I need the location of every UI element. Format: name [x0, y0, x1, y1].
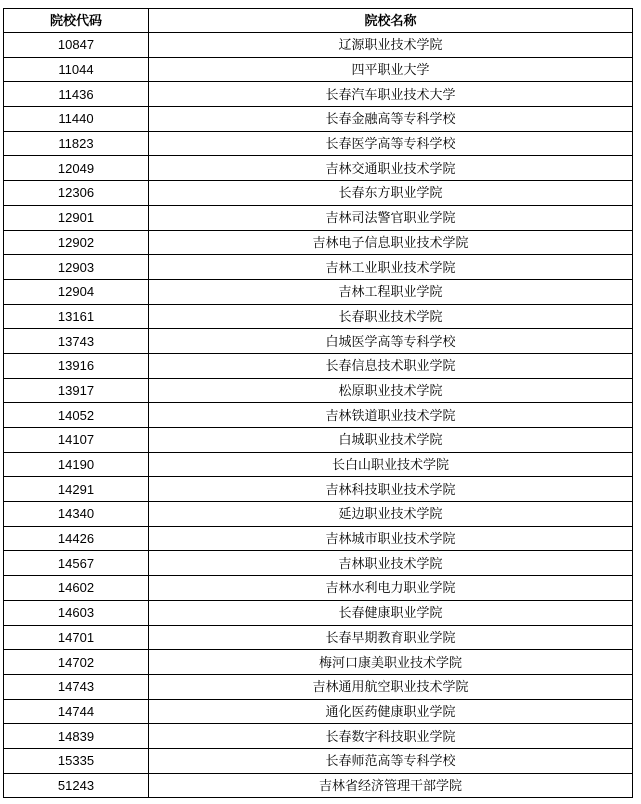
cell-name: 吉林司法警官职业学院 — [149, 205, 633, 230]
cell-code: 14839 — [4, 724, 149, 749]
cell-code: 15335 — [4, 748, 149, 773]
table-row — [4, 724, 633, 749]
cell-code: 13161 — [4, 304, 149, 329]
table-row — [4, 477, 633, 502]
table-row — [4, 279, 633, 304]
cell-code: 14190 — [4, 452, 149, 477]
cell-code: 13917 — [4, 378, 149, 403]
cell-name: 长白山职业技术学院 — [149, 452, 633, 477]
table-row — [4, 428, 633, 453]
table-header-row — [4, 9, 633, 33]
cell-code: 13743 — [4, 329, 149, 354]
cell-code: 14744 — [4, 699, 149, 724]
cell-name: 吉林工程职业学院 — [149, 279, 633, 304]
cell-code: 14426 — [4, 526, 149, 551]
cell-code: 12901 — [4, 205, 149, 230]
table-row — [4, 625, 633, 650]
cell-name: 吉林职业技术学院 — [149, 551, 633, 576]
cell-code: 14603 — [4, 600, 149, 625]
table-row — [4, 156, 633, 181]
cell-code: 51243 — [4, 773, 149, 798]
table-row — [4, 329, 633, 354]
header-name: 院校名称 — [149, 9, 633, 33]
table-row — [4, 576, 633, 601]
cell-name: 长春金融高等专科学校 — [149, 107, 633, 132]
table-row — [4, 378, 633, 403]
cell-code: 14701 — [4, 625, 149, 650]
cell-name: 白城医学高等专科学校 — [149, 329, 633, 354]
table-row — [4, 304, 633, 329]
cell-name: 长春健康职业学院 — [149, 600, 633, 625]
cell-name: 长春数字科技职业学院 — [149, 724, 633, 749]
cell-code: 12903 — [4, 255, 149, 280]
cell-name: 吉林通用航空职业技术学院 — [149, 674, 633, 699]
cell-code: 12902 — [4, 230, 149, 255]
cell-code: 14567 — [4, 551, 149, 576]
cell-code: 14602 — [4, 576, 149, 601]
table-row — [4, 353, 633, 378]
table-row — [4, 674, 633, 699]
cell-code: 14702 — [4, 650, 149, 675]
table-row — [4, 650, 633, 675]
table-row — [4, 82, 633, 107]
cell-name: 吉林交通职业技术学院 — [149, 156, 633, 181]
table-row — [4, 600, 633, 625]
cell-name: 长春早期教育职业学院 — [149, 625, 633, 650]
cell-code: 14052 — [4, 403, 149, 428]
cell-code: 14743 — [4, 674, 149, 699]
cell-code: 12306 — [4, 181, 149, 206]
cell-name: 长春汽车职业技术大学 — [149, 82, 633, 107]
cell-name: 四平职业大学 — [149, 57, 633, 82]
cell-name: 长春东方职业学院 — [149, 181, 633, 206]
table-row — [4, 230, 633, 255]
cell-code: 14340 — [4, 502, 149, 527]
cell-name: 吉林工业职业技术学院 — [149, 255, 633, 280]
table-row — [4, 205, 633, 230]
cell-name: 长春信息技术职业学院 — [149, 353, 633, 378]
table-row — [4, 107, 633, 132]
cell-name: 延边职业技术学院 — [149, 502, 633, 527]
cell-code: 13916 — [4, 353, 149, 378]
table-row — [4, 181, 633, 206]
cell-name: 松原职业技术学院 — [149, 378, 633, 403]
table-row — [4, 773, 633, 798]
cell-name: 吉林省经济管理干部学院 — [149, 773, 633, 798]
cell-code: 11823 — [4, 131, 149, 156]
table-row — [4, 403, 633, 428]
cell-code: 11044 — [4, 57, 149, 82]
cell-name: 白城职业技术学院 — [149, 428, 633, 453]
cell-code: 12049 — [4, 156, 149, 181]
cell-code: 14291 — [4, 477, 149, 502]
cell-code: 11436 — [4, 82, 149, 107]
cell-name: 吉林科技职业技术学院 — [149, 477, 633, 502]
table-row — [4, 255, 633, 280]
table-row — [4, 502, 633, 527]
cell-name: 长春职业技术学院 — [149, 304, 633, 329]
table-row — [4, 699, 633, 724]
cell-name: 吉林电子信息职业技术学院 — [149, 230, 633, 255]
cell-name: 长春医学高等专科学校 — [149, 131, 633, 156]
table-row — [4, 57, 633, 82]
cell-name: 长春师范高等专科学校 — [149, 748, 633, 773]
school-table — [3, 8, 633, 798]
cell-name: 辽源职业技术学院 — [149, 33, 633, 58]
table-row — [4, 452, 633, 477]
cell-code: 11440 — [4, 107, 149, 132]
cell-name: 吉林水利电力职业学院 — [149, 576, 633, 601]
table-row — [4, 526, 633, 551]
cell-code: 10847 — [4, 33, 149, 58]
cell-name: 吉林城市职业技术学院 — [149, 526, 633, 551]
cell-name: 梅河口康美职业技术学院 — [149, 650, 633, 675]
cell-code: 12904 — [4, 279, 149, 304]
table-row — [4, 33, 633, 58]
table-row — [4, 748, 633, 773]
cell-name: 吉林铁道职业技术学院 — [149, 403, 633, 428]
table-row — [4, 131, 633, 156]
header-code: 院校代码 — [4, 9, 149, 33]
cell-name: 通化医药健康职业学院 — [149, 699, 633, 724]
table-row — [4, 551, 633, 576]
cell-code: 14107 — [4, 428, 149, 453]
